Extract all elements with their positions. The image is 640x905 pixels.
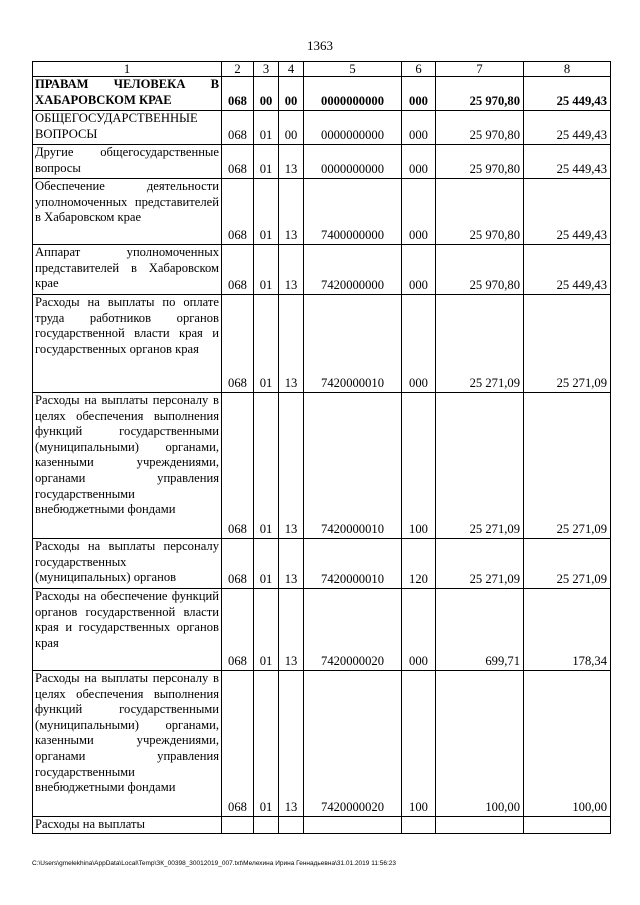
code-ministry: 068 (222, 589, 254, 671)
amount-executed: 178,34 (524, 589, 611, 671)
code-ministry: 068 (222, 393, 254, 539)
file-path-footer: C:\Users\gmelekhina\AppData\Local\Temp\ЗК_00398_30012019_007.txt\Мелехина Ирина Геннадьевна\31.01.2019 11:56:23 (32, 860, 397, 867)
code-expense-type: 100 (402, 393, 436, 539)
code-target-article: 7420000000 (304, 245, 402, 295)
code-ministry: 068 (222, 111, 254, 145)
table-row (33, 589, 611, 671)
row-name: ПРАВАМ ЧЕЛОВЕКА В ХАБАРОВСКОМ КРАЕ (33, 77, 222, 111)
code-section: 01 (254, 539, 279, 589)
table-row (33, 145, 611, 179)
column-header-5: 5 (304, 62, 402, 77)
code-expense-type: 000 (402, 111, 436, 145)
code-expense-type: 000 (402, 179, 436, 245)
table-row (33, 77, 611, 111)
table-row (33, 817, 611, 834)
code-expense-type: 000 (402, 295, 436, 393)
row-name: Расходы на выплаты персоналу государственных (муниципальных) органов (33, 539, 222, 589)
amount-executed: 25 449,43 (524, 179, 611, 245)
code-subsection: 13 (279, 245, 304, 295)
amount-approved: 100,00 (436, 671, 524, 817)
row-name: ОБЩЕГОСУДАРСТВЕННЫЕ ВОПРОСЫ (33, 111, 222, 145)
code-expense-type: 000 (402, 145, 436, 179)
amount-executed: 25 449,43 (524, 145, 611, 179)
code-target-article (304, 817, 402, 834)
table-row (33, 295, 611, 393)
code-section: 01 (254, 111, 279, 145)
table-row (33, 245, 611, 295)
code-expense-type: 100 (402, 671, 436, 817)
row-name: Расходы на обеспечение функций органов государственной власти края и государственных органов края (33, 589, 222, 671)
amount-approved: 25 271,09 (436, 539, 524, 589)
code-section: 01 (254, 245, 279, 295)
amount-approved (436, 817, 524, 834)
code-expense-type: 000 (402, 77, 436, 111)
code-expense-type: 000 (402, 245, 436, 295)
code-subsection: 13 (279, 393, 304, 539)
code-target-article: 0000000000 (304, 145, 402, 179)
code-section: 01 (254, 393, 279, 539)
amount-executed: 100,00 (524, 671, 611, 817)
amount-approved: 25 970,80 (436, 77, 524, 111)
code-subsection: 13 (279, 295, 304, 393)
amount-executed: 25 271,09 (524, 539, 611, 589)
page-number: 1363 (307, 38, 333, 53)
table-row (33, 111, 611, 145)
column-header-4: 4 (279, 62, 304, 77)
row-name: Расходы на выплаты персоналу в целях обеспечения выполнения функций государственными (муниципальными) органами, казенными учреждениями, органами управления государственными внебюджетными фондами (33, 671, 222, 817)
row-name: Расходы на выплаты по оплате труда работников органов государственной власти края и государственных органов края (33, 295, 222, 393)
amount-approved: 699,71 (436, 589, 524, 671)
code-target-article: 7420000020 (304, 671, 402, 817)
budget-table (32, 61, 611, 834)
column-header-8: 8 (524, 62, 611, 77)
table-row (33, 393, 611, 539)
amount-approved: 25 970,80 (436, 111, 524, 145)
code-ministry: 068 (222, 145, 254, 179)
amount-executed (524, 817, 611, 834)
code-section: 01 (254, 145, 279, 179)
amount-approved: 25 970,80 (436, 179, 524, 245)
code-section: 01 (254, 589, 279, 671)
amount-executed: 25 449,43 (524, 111, 611, 145)
code-target-article: 7420000020 (304, 589, 402, 671)
table-header-row (33, 62, 611, 77)
code-ministry (222, 817, 254, 834)
amount-executed: 25 271,09 (524, 295, 611, 393)
column-header-6: 6 (402, 62, 436, 77)
code-expense-type: 000 (402, 589, 436, 671)
code-ministry: 068 (222, 295, 254, 393)
code-ministry: 068 (222, 671, 254, 817)
amount-approved: 25 271,09 (436, 295, 524, 393)
row-name: Расходы на выплаты (33, 817, 222, 834)
code-section: 01 (254, 179, 279, 245)
code-expense-type: 120 (402, 539, 436, 589)
code-target-article: 7420000010 (304, 539, 402, 589)
amount-approved: 25 271,09 (436, 393, 524, 539)
code-subsection (279, 817, 304, 834)
amount-executed: 25 271,09 (524, 393, 611, 539)
column-header-2: 2 (222, 62, 254, 77)
row-name: Аппарат уполномоченных представителей в Хабаровском крае (33, 245, 222, 295)
code-target-article: 0000000000 (304, 77, 402, 111)
code-subsection: 13 (279, 179, 304, 245)
code-target-article: 0000000000 (304, 111, 402, 145)
code-subsection: 13 (279, 539, 304, 589)
column-header-7: 7 (436, 62, 524, 77)
amount-executed: 25 449,43 (524, 245, 611, 295)
amount-approved: 25 970,80 (436, 145, 524, 179)
column-header-1: 1 (33, 62, 222, 77)
code-subsection: 13 (279, 145, 304, 179)
code-ministry: 068 (222, 77, 254, 111)
code-section (254, 817, 279, 834)
column-header-3: 3 (254, 62, 279, 77)
code-section: 00 (254, 77, 279, 111)
table-row (33, 539, 611, 589)
amount-executed: 25 449,43 (524, 77, 611, 111)
row-name: Другие общегосударственные вопросы (33, 145, 222, 179)
code-expense-type (402, 817, 436, 834)
amount-approved: 25 970,80 (436, 245, 524, 295)
code-target-article: 7400000000 (304, 179, 402, 245)
row-name: Расходы на выплаты персоналу в целях обеспечения выполнения функций государственными (муниципальными) органами, казенными учреждениями, органами управления государственными внебюджетными фондами (33, 393, 222, 539)
code-ministry: 068 (222, 539, 254, 589)
table-row (33, 671, 611, 817)
code-subsection: 13 (279, 589, 304, 671)
code-section: 01 (254, 295, 279, 393)
row-name: Обеспечение деятельности уполномоченных представителей в Хабаровском крае (33, 179, 222, 245)
code-ministry: 068 (222, 245, 254, 295)
code-target-article: 7420000010 (304, 393, 402, 539)
code-subsection: 13 (279, 671, 304, 817)
code-section: 01 (254, 671, 279, 817)
code-subsection: 00 (279, 111, 304, 145)
code-ministry: 068 (222, 179, 254, 245)
table-row (33, 179, 611, 245)
code-target-article: 7420000010 (304, 295, 402, 393)
code-subsection: 00 (279, 77, 304, 111)
